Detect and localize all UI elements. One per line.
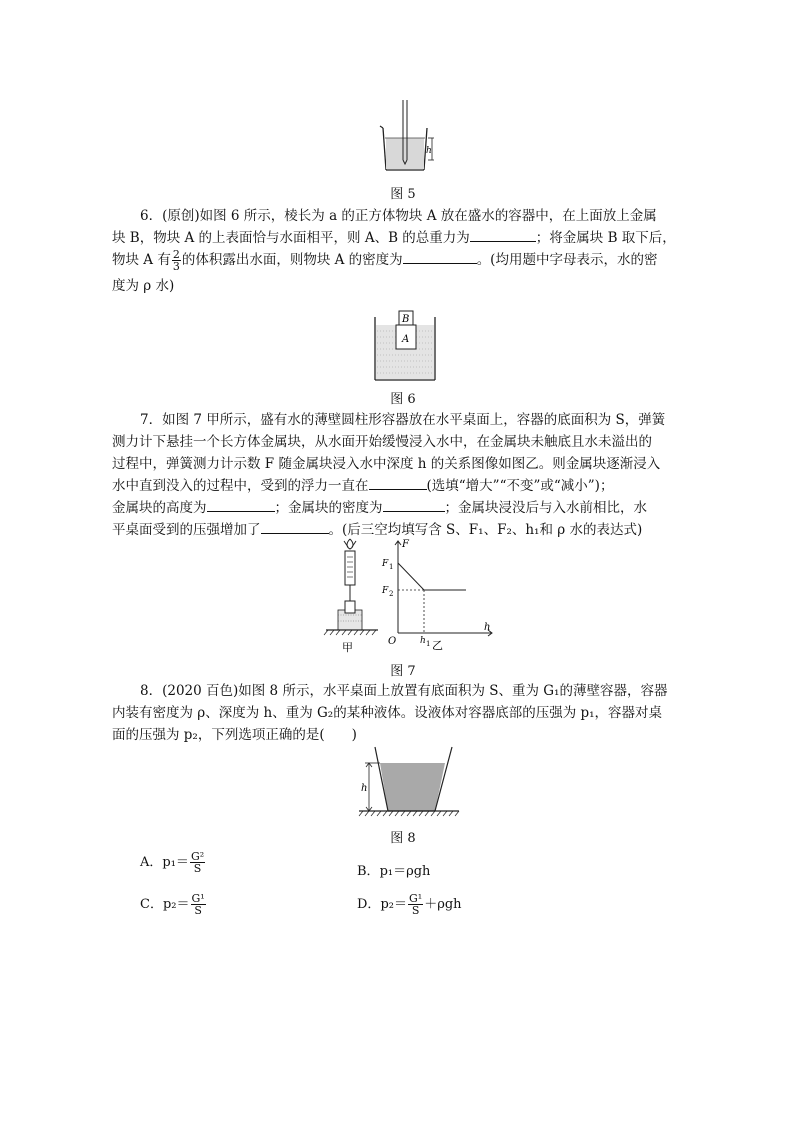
option-d-rhs: ＋ρgh bbox=[424, 897, 462, 912]
q6-line-4: 度为 ρ 水) bbox=[112, 278, 175, 294]
option-c-label: C． bbox=[140, 897, 163, 912]
q7-answer-blank-4[interactable] bbox=[261, 519, 329, 534]
fraction-denominator: 3 bbox=[172, 260, 180, 273]
figure-5-beaker bbox=[370, 98, 440, 178]
fraction-numerator: 2 bbox=[172, 248, 180, 261]
question-6 bbox=[112, 205, 687, 297]
figure-5-caption: 图 5 bbox=[390, 187, 416, 202]
figure-7-jia-apparatus bbox=[322, 537, 382, 655]
option-d-lhs: p₂＝ bbox=[380, 897, 407, 912]
q6-text-3c: 。(均用题中字母表示，水的密 bbox=[476, 252, 658, 268]
option-b-text: p₁＝ρgh bbox=[379, 864, 431, 879]
q7-text-6b: 。(后三空均填写含 S、F₁、F₂、h₁和 ρ 水的表达式) bbox=[328, 522, 643, 538]
q6-text-3a: 物块 A 有 bbox=[112, 252, 171, 268]
option-d-label: D． bbox=[357, 897, 381, 912]
q7-line-4 bbox=[112, 475, 687, 497]
q7-answer-blank-2[interactable] bbox=[207, 497, 275, 512]
q7-text-5a: 金属块的高度为 bbox=[112, 500, 207, 516]
f1-subscript: 1 bbox=[389, 563, 394, 571]
option-a[interactable] bbox=[140, 851, 206, 874]
f-h-curve bbox=[398, 563, 466, 590]
question-7 bbox=[112, 409, 687, 541]
q7-answer-blank-3[interactable] bbox=[383, 497, 445, 512]
q7-line-5 bbox=[112, 497, 687, 519]
fraction-numerator: G¹ bbox=[408, 892, 423, 905]
label-a: A bbox=[402, 334, 410, 345]
label-jia: 甲 bbox=[342, 641, 353, 654]
q6-answer-blank-2[interactable] bbox=[403, 249, 477, 264]
q7-text-4a: 水中直到没入的过程中，受到的浮力一直在 bbox=[112, 478, 369, 494]
q7-text-6a: 平桌面受到的压强增加了 bbox=[112, 522, 261, 538]
figure-6-caption: 图 6 bbox=[390, 392, 416, 407]
q8-line-2: 内装有密度为 ρ、深度为 h、重为 G₂的某种液体。设液体对容器底部的压强为 p₁，容器对桌 bbox=[112, 705, 663, 721]
option-d-fraction bbox=[408, 893, 423, 916]
q8-line-3: 面的压强为 p₂，下列选项正确的是( ) bbox=[112, 727, 357, 743]
figure-6-container bbox=[370, 305, 440, 385]
question-8 bbox=[112, 680, 687, 746]
q7-text-5b: ；金属块的密度为 bbox=[274, 500, 383, 516]
q6-text-2b: ；将金属块 B 取下后， bbox=[535, 230, 676, 246]
figure-7-caption: 图 7 bbox=[390, 664, 416, 679]
fraction-denominator: S bbox=[194, 904, 202, 917]
option-d[interactable] bbox=[357, 893, 462, 916]
q6-text-2a: 块 B，物块 A 的上表面恰与水面相平，则 A、B 的总重力为 bbox=[112, 230, 470, 246]
q6-line-1: 6．(原创)如图 6 所示，棱长为 a 的正方体物块 A 放在盛水的容器中，在上面放上金属 bbox=[140, 208, 657, 224]
h1-subscript: 1 bbox=[426, 640, 431, 648]
liquid-fill bbox=[380, 763, 445, 811]
option-b[interactable] bbox=[357, 860, 430, 879]
fig5-h-label: h bbox=[426, 146, 432, 156]
q7-line-3: 过程中，弹簧测力计示数 F 随金属块浸入水中深度 h 的关系图像如图乙。则金属块逐渐浸入 bbox=[112, 456, 661, 472]
label-yi: 乙 bbox=[432, 639, 443, 652]
q7-text-5c: ；金属块浸没后与入水前相比，水 bbox=[444, 500, 647, 516]
option-c-fraction bbox=[191, 893, 206, 916]
q6-fraction bbox=[172, 249, 181, 272]
f2-label: F bbox=[382, 586, 389, 596]
h1-label: h bbox=[420, 636, 426, 646]
q6-line-3 bbox=[112, 249, 687, 275]
option-c[interactable] bbox=[140, 893, 207, 916]
figure-8-container bbox=[355, 745, 465, 820]
option-a-label: A． bbox=[140, 855, 163, 870]
q6-text-3b: 的体积露出水面，则物块 A 的密度为 bbox=[181, 252, 403, 268]
option-a-lhs: p₁＝ bbox=[162, 855, 189, 870]
origin-label: O bbox=[388, 636, 397, 647]
q7-text-4b: (选填“增大”“不变”或“减小”)； bbox=[426, 478, 614, 494]
hand-hook bbox=[347, 539, 353, 549]
q6-answer-blank-1[interactable] bbox=[470, 227, 536, 242]
spring-scale-body bbox=[345, 551, 355, 585]
fraction-numerator: G² bbox=[190, 850, 205, 863]
f1-label: F bbox=[382, 559, 389, 569]
metal-block bbox=[345, 601, 355, 613]
h-axis-label: h bbox=[484, 622, 491, 633]
q7-line-1: 7．如图 7 甲所示，盛有水的薄壁圆柱形容器放在水平桌面上，容器的底面积为 S，弹簧 bbox=[140, 412, 666, 428]
figure-7-yi-graph bbox=[380, 535, 500, 655]
option-b-label: B． bbox=[357, 864, 380, 879]
q8-line-1: 8．(2020 百色)如图 8 所示，水平桌面上放置有底面积为 S、重为 G₁的薄壁容器，容器 bbox=[140, 683, 668, 699]
label-b: B bbox=[402, 314, 410, 325]
fraction-denominator: S bbox=[411, 904, 420, 917]
f2-subscript: 2 bbox=[389, 590, 394, 598]
q7-answer-blank-1[interactable] bbox=[369, 475, 427, 490]
fig8-h-label: h bbox=[361, 783, 368, 794]
fraction-numerator: G¹ bbox=[191, 892, 205, 905]
q6-line-2 bbox=[112, 227, 687, 249]
fraction-denominator: S bbox=[193, 862, 202, 875]
figure-8-caption: 图 8 bbox=[390, 831, 416, 846]
option-c-lhs: p₂＝ bbox=[162, 897, 190, 912]
f-axis-label: F bbox=[402, 539, 409, 550]
option-a-fraction bbox=[190, 851, 205, 874]
beaker-left-wall bbox=[383, 128, 386, 170]
q7-line-2: 测力计下悬挂一个长方体金属块，从水面开始缓慢浸入水中，在金属块未触底且水未溢出的 bbox=[112, 434, 652, 450]
